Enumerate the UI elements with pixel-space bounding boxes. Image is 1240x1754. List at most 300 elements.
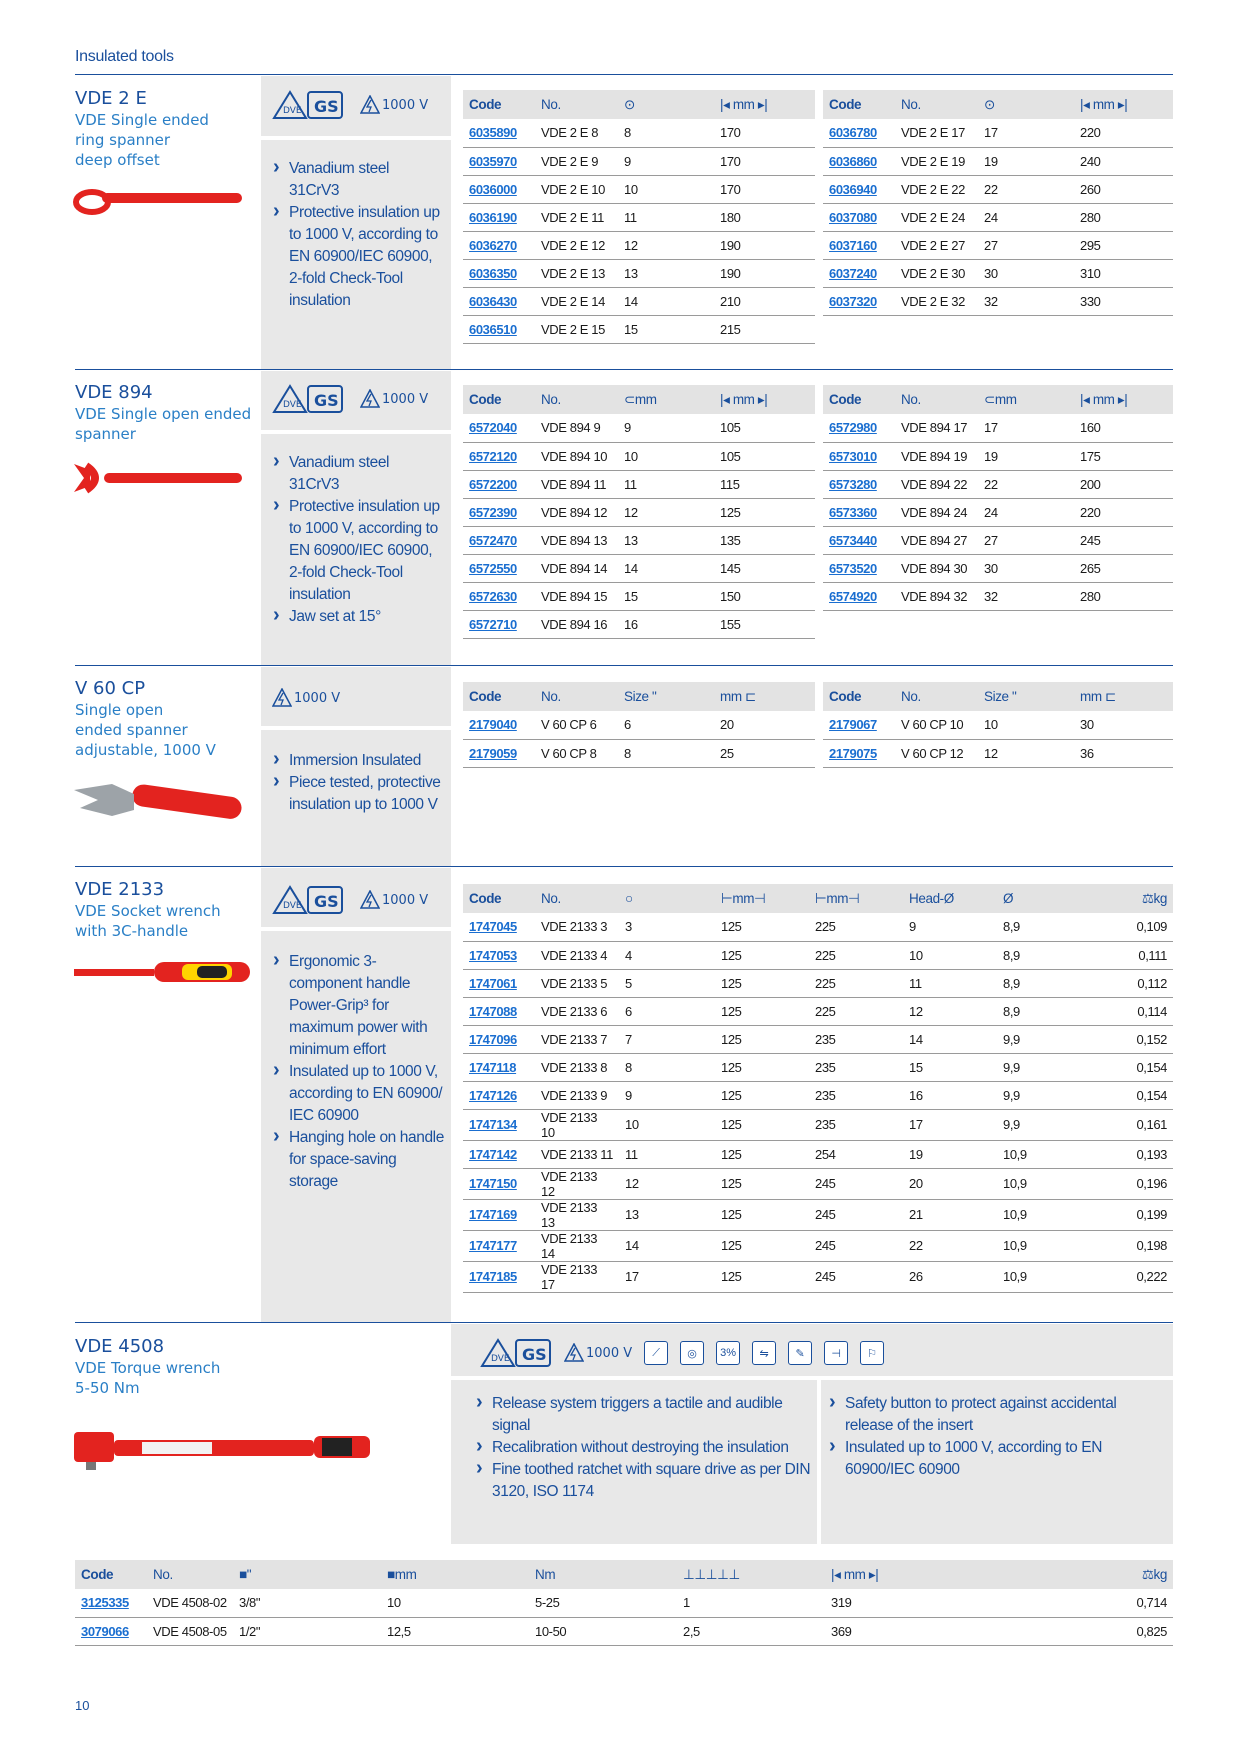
product-title: VDE 2 E: [75, 88, 147, 109]
table-row: [463, 1025, 1173, 1053]
table-cell: VDE 894 14: [535, 554, 618, 582]
table-cell: 10,9: [997, 1230, 1097, 1261]
table-cell: 220: [1074, 119, 1173, 147]
product-code-link[interactable]: 6574920: [823, 582, 895, 610]
table-cell: 175: [1074, 442, 1173, 470]
product-code-link[interactable]: 1747177: [463, 1230, 535, 1261]
product-code-link[interactable]: 1747185: [463, 1261, 535, 1292]
product-code-link[interactable]: 6572120: [463, 442, 535, 470]
square-drive-icon: ⊣: [824, 1341, 848, 1365]
table-cell: 125: [715, 997, 809, 1025]
table-cell: 170: [714, 147, 815, 175]
table-cell: VDE 2133 13: [535, 1199, 619, 1230]
table-cell: 10: [619, 1109, 715, 1140]
table-cell: V 60 CP 8: [535, 739, 618, 767]
product-code-link[interactable]: 2179067: [823, 711, 895, 739]
product-code-link[interactable]: 6573520: [823, 554, 895, 582]
table-vde-2133: [463, 884, 1173, 1293]
square-drive-mm-icon: ■mm: [381, 1560, 529, 1589]
table-cell: VDE 2 E 12: [535, 231, 618, 259]
table-cell: 105: [714, 442, 815, 470]
feature-list-right: [827, 1393, 1127, 1481]
table-cell: 265: [1074, 554, 1173, 582]
table-cell: VDE 894 27: [895, 526, 978, 554]
product-code-link[interactable]: 6572980: [823, 414, 895, 442]
ring-spanner-image: [72, 185, 252, 215]
open-spanner-image: [72, 458, 252, 498]
product-code-link[interactable]: 6572470: [463, 526, 535, 554]
product-code-link[interactable]: 6572390: [463, 498, 535, 526]
table-cell: 10,9: [997, 1261, 1097, 1292]
table-cell: 4: [619, 941, 715, 969]
table-row: [463, 315, 815, 343]
table-cell: VDE 2133 10: [535, 1109, 619, 1140]
table-cell: 17: [978, 414, 1074, 442]
high-voltage-icon: [360, 890, 380, 910]
table-cell: VDE 4508-02: [147, 1589, 233, 1617]
table-cell: VDE 894 9: [535, 414, 618, 442]
table-cell: 0,109: [1097, 913, 1173, 941]
col-code: Code: [463, 90, 535, 119]
product-code-link[interactable]: 6037080: [823, 203, 895, 231]
feature-item: › Protective insulation up to 1000 V, according to EN 60900/IEC 60900, 2-fold Check-Tool insulation: [271, 496, 441, 606]
table-cell: 190: [714, 231, 815, 259]
weight-kg-icon: ⚖kg: [1097, 884, 1173, 913]
release-signal-icon: ⟋: [644, 1341, 668, 1365]
table-row: [463, 119, 815, 147]
socket-wrench-image: [72, 958, 252, 988]
product-code-link[interactable]: 1747088: [463, 997, 535, 1025]
table-row: [463, 1230, 1173, 1261]
table-cell: 13: [618, 259, 714, 287]
table-cell: VDE 2133 7: [535, 1025, 619, 1053]
product-code-link[interactable]: 6572630: [463, 582, 535, 610]
ratchet-icon: ⇋: [752, 1341, 776, 1365]
page-number: 10: [75, 1698, 90, 1713]
table-cell: 125: [715, 1081, 809, 1109]
ring-size-icon: ⊙: [618, 90, 714, 119]
table-cell: 6: [618, 711, 714, 739]
table-cell: 245: [809, 1199, 903, 1230]
feature-list-left: [474, 1393, 814, 1503]
open-jaw-mm-icon: ⊂mm: [618, 385, 714, 414]
table-cell: 0,196: [1097, 1168, 1173, 1199]
col-no: No.: [535, 90, 618, 119]
product-code-link[interactable]: 6572710: [463, 610, 535, 638]
table-cell: 15: [903, 1053, 997, 1081]
voltage-badge: [360, 389, 428, 409]
table-cell: VDE 2 E 13: [535, 259, 618, 287]
feature-item: › Release system triggers a tactile and audible signal: [474, 1393, 814, 1437]
table-row: [463, 259, 815, 287]
table-cell: 9,9: [997, 1081, 1097, 1109]
product-code-link[interactable]: 1747045: [463, 913, 535, 941]
table-cell: 11: [619, 1140, 715, 1168]
vde-gs-icon: [272, 90, 344, 120]
table-cell: V 60 CP 12: [895, 739, 978, 767]
table-cell: 32: [978, 582, 1074, 610]
high-voltage-icon: [360, 95, 380, 115]
product-code-link[interactable]: 2179059: [463, 739, 535, 767]
table-cell: 32: [978, 287, 1074, 315]
table-cell: VDE 2 E 15: [535, 315, 618, 343]
table-row: [463, 1109, 1173, 1140]
table-cell: 24: [978, 203, 1074, 231]
table-cell: 0,154: [1097, 1081, 1173, 1109]
table-cell: 12: [618, 498, 714, 526]
table-cell: 6: [619, 997, 715, 1025]
col-nm: Nm: [529, 1560, 677, 1589]
product-code-link[interactable]: 6572200: [463, 470, 535, 498]
table-cell: 21: [903, 1199, 997, 1230]
table-cell: VDE 894 32: [895, 582, 978, 610]
table-cell: 3: [619, 913, 715, 941]
table-v60cp-left: [463, 682, 815, 768]
table-cell: VDE 2133 6: [535, 997, 619, 1025]
table-cell: 125: [715, 1140, 809, 1168]
table-cell: 0,154: [1097, 1053, 1173, 1081]
table-cell: 180: [714, 203, 815, 231]
table-row: [463, 470, 815, 498]
feature-item: › Insulated up to 1000 V, according to EN 60900/ IEC 60900: [271, 1061, 446, 1127]
table-row: [463, 582, 815, 610]
table-cell: 9: [903, 913, 997, 941]
table-cell: 125: [715, 913, 809, 941]
table-cell: 19: [903, 1140, 997, 1168]
scale-graduation-icon: ⊥⊥⊥⊥⊥: [677, 1560, 825, 1589]
section-rule: [75, 1322, 1173, 1323]
torque-wrench-image: [72, 1420, 372, 1480]
table-cell: VDE 2 E 9: [535, 147, 618, 175]
table-cell: 0,825: [973, 1617, 1173, 1645]
voltage-label: 1000 V: [382, 391, 429, 407]
table-cell: 319: [825, 1589, 973, 1617]
product-code-link[interactable]: 6035890: [463, 119, 535, 147]
ring-size-icon: ⊙: [978, 90, 1074, 119]
table-cell: 15: [618, 582, 714, 610]
table-row: [463, 1261, 1173, 1292]
table-cell: 9,9: [997, 1053, 1097, 1081]
product-code-link[interactable]: 6037240: [823, 259, 895, 287]
product-code-link[interactable]: 6036940: [823, 175, 895, 203]
product-code-link[interactable]: 2179040: [463, 711, 535, 739]
product-code-link[interactable]: 1747126: [463, 1081, 535, 1109]
table-row: [463, 739, 815, 767]
table-cell: 13: [618, 526, 714, 554]
table-cell: 22: [903, 1230, 997, 1261]
product-code-link[interactable]: 6572550: [463, 554, 535, 582]
table-cell: 8: [618, 739, 714, 767]
table-row: [463, 711, 815, 739]
product-code-link[interactable]: 6573360: [823, 498, 895, 526]
product-code-link[interactable]: 6036000: [463, 175, 535, 203]
svg-text:GS: GS: [314, 97, 339, 116]
table-cell: 105: [714, 414, 815, 442]
length-mm-icon: |◂ mm ▸|: [1074, 385, 1173, 414]
product-code-link[interactable]: 6573280: [823, 470, 895, 498]
voltage-label: 1000 V: [586, 1345, 633, 1361]
table-cell: 369: [825, 1617, 973, 1645]
voltage-badge: [360, 890, 428, 910]
product-subtitle: VDE Single ended ring spanner deep offset: [75, 111, 209, 169]
table-cell: 254: [809, 1140, 903, 1168]
table-cell: 235: [809, 1109, 903, 1140]
table-cell: 2,5: [677, 1617, 825, 1645]
svg-text:GS: GS: [314, 391, 339, 410]
product-subtitle: VDE Single open ended spanner: [75, 405, 252, 443]
vde-gs-icon: [480, 1338, 552, 1368]
table-cell: 220: [1074, 498, 1173, 526]
product-code-link[interactable]: 3125335: [75, 1589, 147, 1617]
table-cell: 20: [903, 1168, 997, 1199]
table-cell: 26: [903, 1261, 997, 1292]
product-code-link[interactable]: 3079066: [75, 1617, 147, 1645]
feature-item: › Immersion Insulated: [271, 750, 441, 772]
table-row: [463, 1168, 1173, 1199]
table-cell: VDE 2 E 11: [535, 203, 618, 231]
col-no: No.: [895, 90, 978, 119]
table-cell: 235: [809, 1053, 903, 1081]
table-row: [823, 203, 1173, 231]
table-cell: 190: [714, 259, 815, 287]
length-mm-icon: |◂ mm ▸|: [714, 385, 815, 414]
table-cell: VDE 2133 5: [535, 969, 619, 997]
total-length-icon: ⊢mm⊣: [809, 884, 903, 913]
table-cell: VDE 2133 8: [535, 1053, 619, 1081]
table-cell: 125: [715, 1053, 809, 1081]
table-row: [463, 1140, 1173, 1168]
badges-vde-2133: [272, 885, 428, 915]
table-cell: VDE 2133 14: [535, 1230, 619, 1261]
product-code-link[interactable]: 6037160: [823, 231, 895, 259]
product-code-link[interactable]: 1747053: [463, 941, 535, 969]
table-cell: 19: [978, 147, 1074, 175]
table-cell: VDE 2133 11: [535, 1140, 619, 1168]
table-cell: 13: [619, 1199, 715, 1230]
table-row: [463, 442, 815, 470]
product-code-link[interactable]: 1747096: [463, 1025, 535, 1053]
product-code-link[interactable]: 6036190: [463, 203, 535, 231]
length-mm-icon: |◂ mm ▸|: [825, 1560, 973, 1589]
table-cell: 0,111: [1097, 941, 1173, 969]
table-vde-2e-left: [463, 90, 815, 344]
col-no: No.: [147, 1560, 233, 1589]
audible-click-icon: ◎: [680, 1341, 704, 1365]
feature-list: [271, 750, 441, 816]
table-cell: 22: [978, 175, 1074, 203]
table-cell: 295: [1074, 231, 1173, 259]
table-cell: 10-50: [529, 1617, 677, 1645]
table-cell: 27: [978, 231, 1074, 259]
table-cell: 0,222: [1097, 1261, 1173, 1292]
panel-divider: [261, 726, 451, 730]
table-cell: 8,9: [997, 969, 1097, 997]
product-code-link[interactable]: 6036430: [463, 287, 535, 315]
table-cell: 36: [1074, 739, 1173, 767]
table-cell: 0,152: [1097, 1025, 1173, 1053]
table-cell: VDE 2 E 17: [895, 119, 978, 147]
badges-v60cp: [272, 688, 340, 708]
table-row: [463, 203, 815, 231]
weight-kg-icon: ⚖kg: [973, 1560, 1173, 1589]
table-cell: VDE 2 E 32: [895, 287, 978, 315]
table-cell: 155: [714, 610, 815, 638]
product-code-link[interactable]: 6036780: [823, 119, 895, 147]
table-cell: 10: [381, 1589, 529, 1617]
product-code-link[interactable]: 6035970: [463, 147, 535, 175]
product-code-link[interactable]: 6037320: [823, 287, 895, 315]
table-cell: VDE 894 13: [535, 526, 618, 554]
product-code-link[interactable]: 1747134: [463, 1109, 535, 1140]
table-row: [463, 941, 1173, 969]
product-code-link[interactable]: 6036350: [463, 259, 535, 287]
table-cell: 16: [903, 1081, 997, 1109]
product-code-link[interactable]: 6036510: [463, 315, 535, 343]
table-row: [823, 711, 1173, 739]
table-cell: 11: [618, 203, 714, 231]
table-row: [823, 414, 1173, 442]
table-cell: 10,9: [997, 1168, 1097, 1199]
table-row: [823, 739, 1173, 767]
feature-item: › Protective insulation up to 1000 V, according to EN 60900/IEC 60900, 2-fold Check-Tool insulation: [271, 202, 441, 312]
section-rule: [75, 866, 1173, 867]
table-vde-4508: [75, 1560, 1173, 1646]
table-v60cp-right: [823, 682, 1173, 768]
product-code-link[interactable]: 1747169: [463, 1199, 535, 1230]
feature-list: [271, 951, 446, 1193]
table-row: [823, 147, 1173, 175]
table-row: [823, 498, 1173, 526]
product-code-link[interactable]: 6036860: [823, 147, 895, 175]
feature-item: › Jaw set at 15°: [271, 606, 441, 628]
col-no: No.: [895, 682, 978, 711]
table-cell: 16: [618, 610, 714, 638]
table-row: [463, 1199, 1173, 1230]
table-cell: 9,9: [997, 1025, 1097, 1053]
product-subtitle: VDE Socket wrench with 3C-handle: [75, 902, 221, 940]
product-title: V 60 CP: [75, 678, 146, 699]
table-cell: 125: [715, 1168, 809, 1199]
table-row: [823, 287, 1173, 315]
table-cell: 245: [809, 1230, 903, 1261]
table-cell: 30: [978, 259, 1074, 287]
table-cell: 225: [809, 941, 903, 969]
product-code-link[interactable]: 6572040: [463, 414, 535, 442]
table-cell: 1/2": [233, 1617, 381, 1645]
table-cell: VDE 894 15: [535, 582, 618, 610]
table-row: [463, 175, 815, 203]
table-cell: 115: [714, 470, 815, 498]
table-cell: VDE 2 E 10: [535, 175, 618, 203]
table-cell: 14: [619, 1230, 715, 1261]
product-code-link[interactable]: 6573010: [823, 442, 895, 470]
product-code-link[interactable]: 2179075: [823, 739, 895, 767]
table-row: [463, 554, 815, 582]
product-code-link[interactable]: 6573440: [823, 526, 895, 554]
table-cell: VDE 894 22: [895, 470, 978, 498]
table-cell: 245: [809, 1168, 903, 1199]
table-cell: 10,9: [997, 1140, 1097, 1168]
table-cell: 215: [714, 315, 815, 343]
product-code-link[interactable]: 1747061: [463, 969, 535, 997]
table-cell: VDE 2133 3: [535, 913, 619, 941]
table-cell: 5: [619, 969, 715, 997]
product-title: VDE 894: [75, 382, 153, 403]
table-cell: 330: [1074, 287, 1173, 315]
panel-divider: [817, 1380, 821, 1544]
mm-unit: mm: [394, 1567, 417, 1582]
svg-text:DVE: DVE: [283, 901, 302, 911]
table-cell: 17: [619, 1261, 715, 1292]
table-cell: VDE 2133 4: [535, 941, 619, 969]
table-cell: V 60 CP 10: [895, 711, 978, 739]
table-cell: VDE 4508-05: [147, 1617, 233, 1645]
table-cell: 10,9: [997, 1199, 1097, 1230]
table-cell: VDE 894 10: [535, 442, 618, 470]
table-cell: 24: [978, 498, 1074, 526]
table-cell: 8,9: [997, 941, 1097, 969]
high-voltage-icon: [272, 688, 292, 708]
section-rule: [75, 665, 1173, 666]
table-cell: 9: [618, 414, 714, 442]
product-code-link[interactable]: 6036270: [463, 231, 535, 259]
square-drive-inch-icon: ■": [233, 1560, 381, 1589]
table-row: [823, 526, 1173, 554]
table-cell: 245: [1074, 526, 1173, 554]
product-subtitle: VDE Torque wrench 5-50 Nm: [75, 1359, 221, 1397]
running-header: Insulated tools: [75, 48, 174, 65]
table-cell: 25: [714, 739, 815, 767]
table-cell: 12,5: [381, 1617, 529, 1645]
table-cell: 8: [619, 1053, 715, 1081]
table-cell: 150: [714, 582, 815, 610]
col-code: Code: [823, 682, 895, 711]
table-row: [463, 1053, 1173, 1081]
table-cell: 125: [715, 969, 809, 997]
product-code-link[interactable]: 1747142: [463, 1140, 535, 1168]
product-code-link[interactable]: 1747118: [463, 1053, 535, 1081]
jaw-opening-mm-icon: mm ⊏: [714, 682, 815, 711]
table-cell: 125: [715, 1230, 809, 1261]
feature-item: › Insulated up to 1000 V, according to EN 60900/IEC 60900: [827, 1437, 1127, 1481]
table-row: [463, 997, 1173, 1025]
table-cell: VDE 894 17: [895, 414, 978, 442]
table-cell: 135: [714, 526, 815, 554]
table-cell: 11: [903, 969, 997, 997]
table-cell: 235: [809, 1081, 903, 1109]
table-cell: 20: [714, 711, 815, 739]
col-code: Code: [823, 90, 895, 119]
table-cell: 12: [618, 231, 714, 259]
table-cell: VDE 894 24: [895, 498, 978, 526]
table-cell: V 60 CP 6: [535, 711, 618, 739]
svg-text:DVE: DVE: [283, 106, 302, 116]
col-size: Size ": [978, 682, 1074, 711]
badges-vde-894: [272, 384, 428, 414]
table-row: [823, 231, 1173, 259]
table-cell: 125: [715, 1025, 809, 1053]
table-row: [463, 1081, 1173, 1109]
table-cell: 240: [1074, 147, 1173, 175]
voltage-badge: [564, 1343, 632, 1363]
feature-item: › Safety button to protect against accidental release of the insert: [827, 1393, 1127, 1437]
col-size: Size ": [618, 682, 714, 711]
product-code-link[interactable]: 1747150: [463, 1168, 535, 1199]
panel-divider: [261, 430, 451, 434]
table-row: [823, 259, 1173, 287]
voltage-label: 1000 V: [382, 892, 429, 908]
table-cell: 12: [903, 997, 997, 1025]
